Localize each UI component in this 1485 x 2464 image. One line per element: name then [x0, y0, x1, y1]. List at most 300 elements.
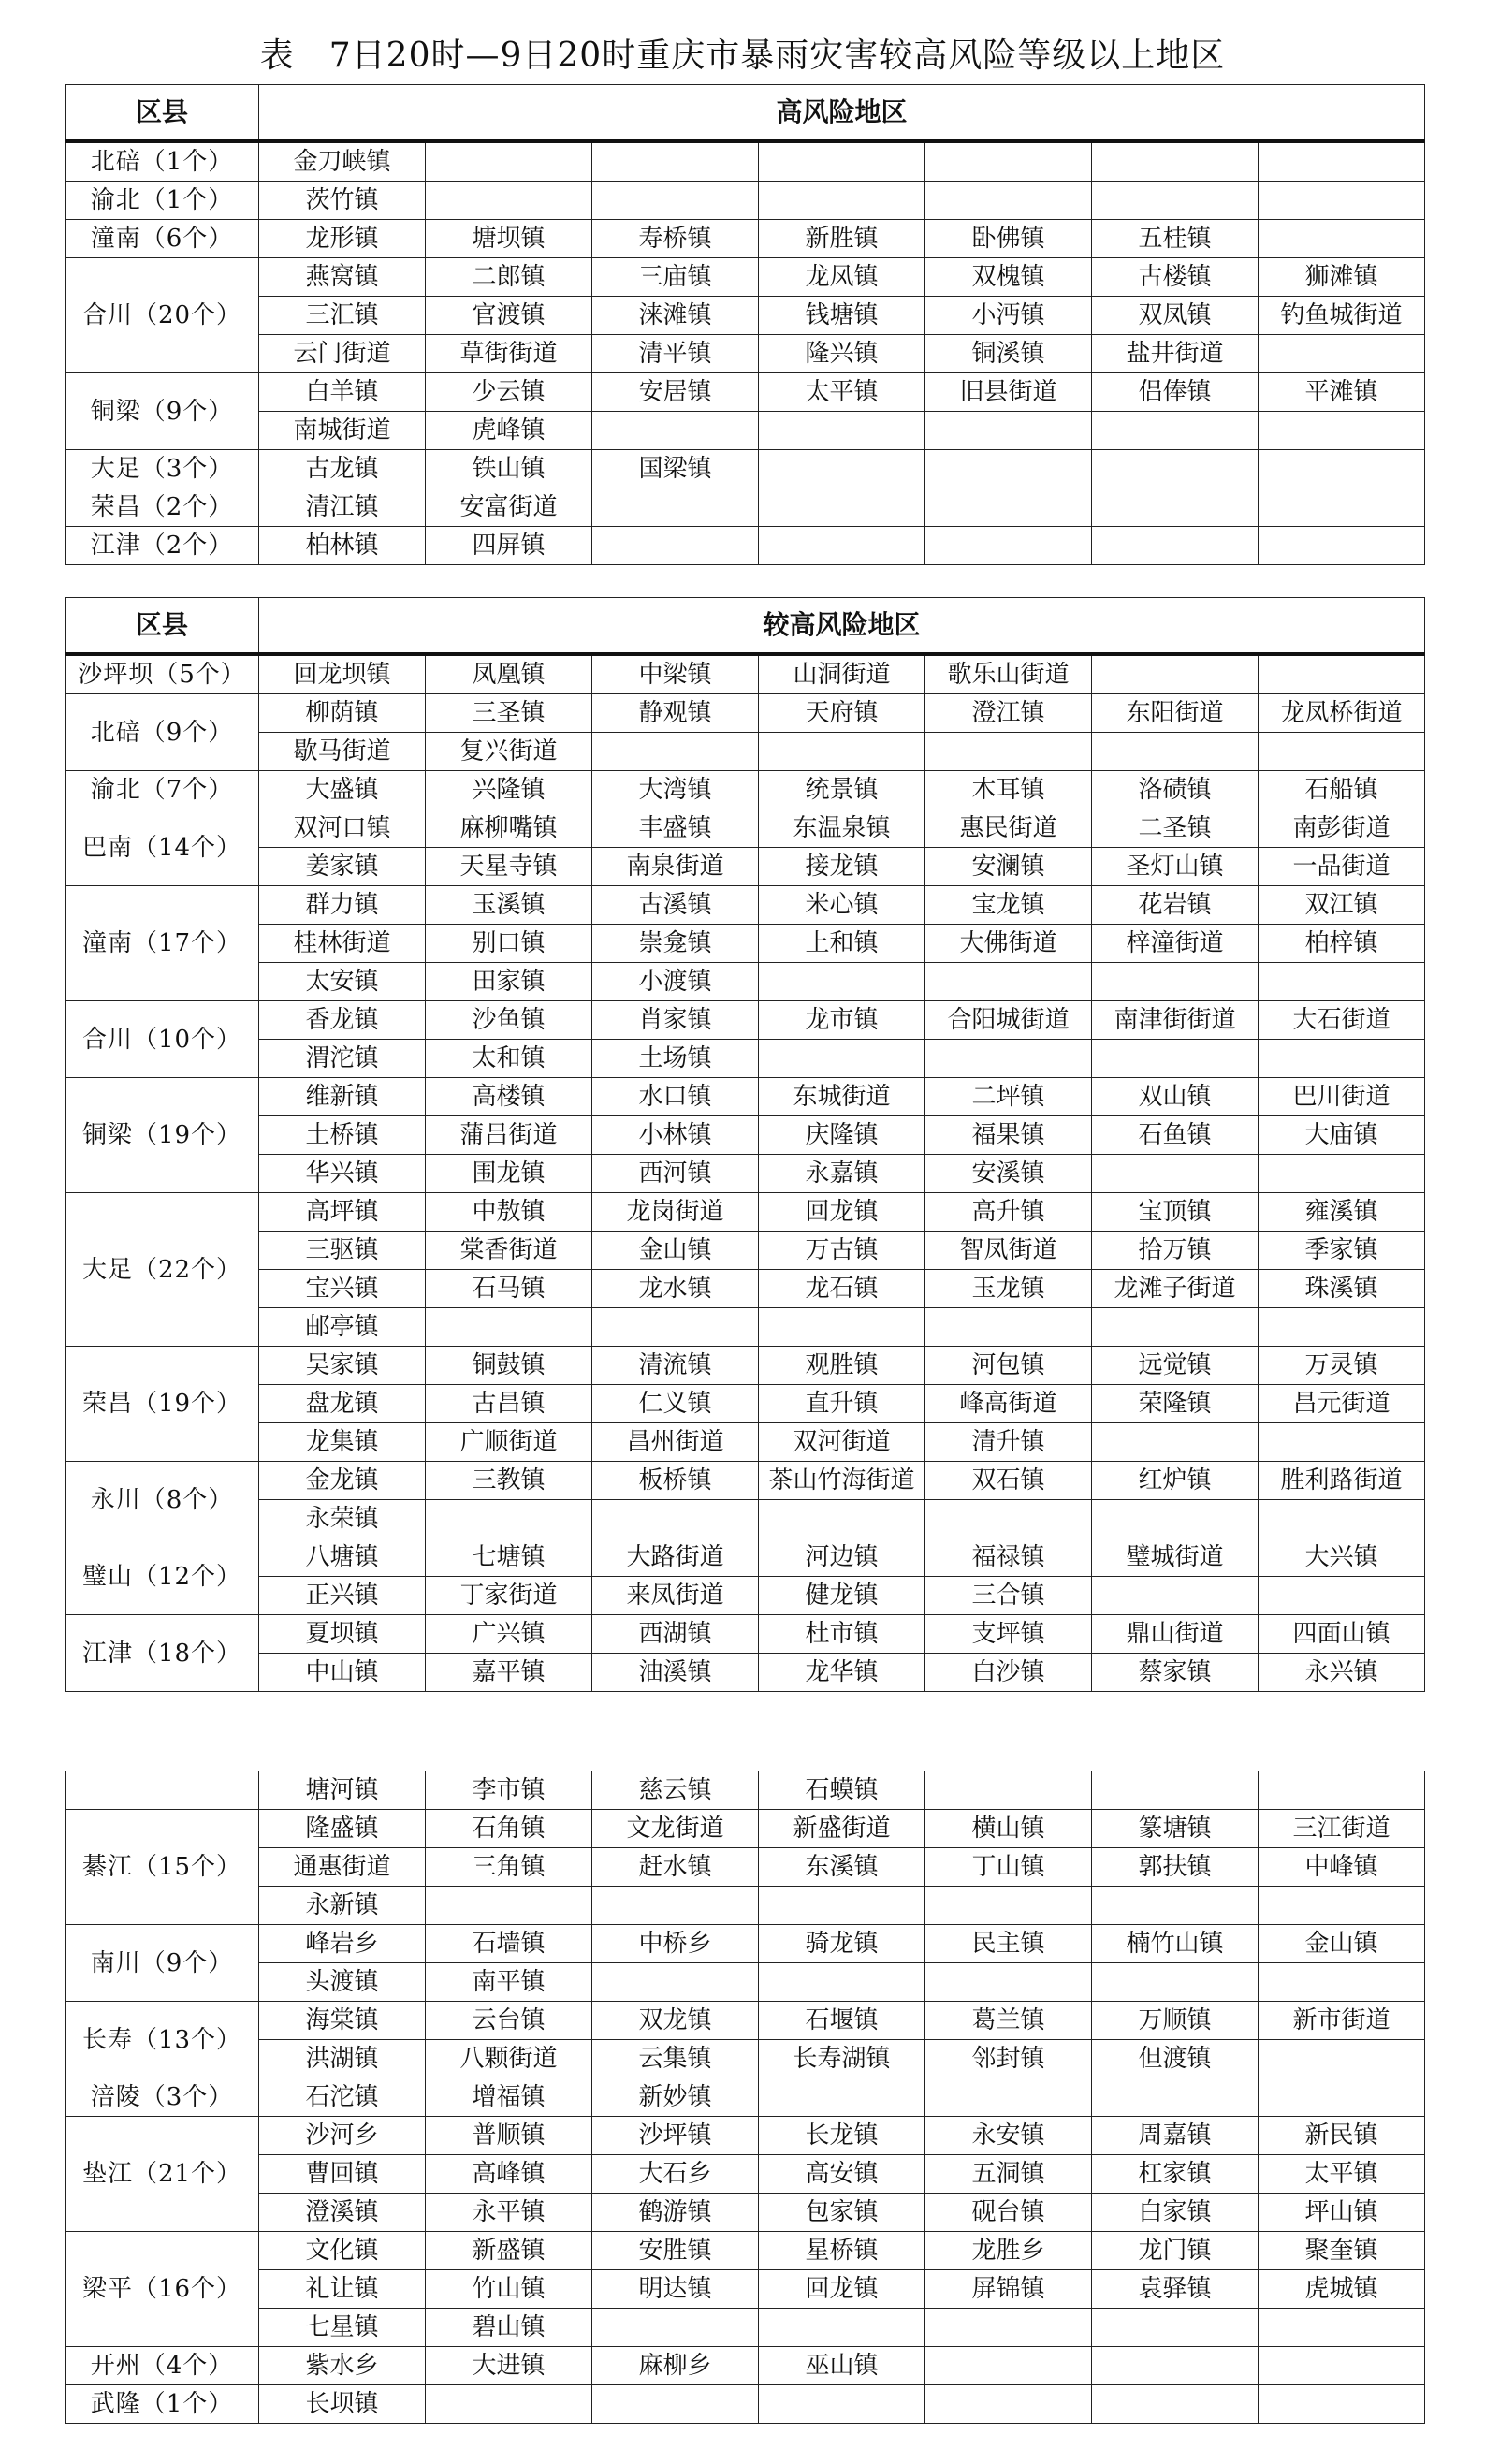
town-cell — [1259, 1887, 1425, 1925]
town-cell: 万古镇 — [759, 1232, 925, 1270]
town-cell — [592, 2385, 759, 2424]
town-cell — [925, 1040, 1092, 1078]
town-cell: 丰盛镇 — [592, 809, 759, 848]
town-cell: 砚台镇 — [925, 2194, 1092, 2232]
table-row — [66, 1155, 1425, 1193]
town-cell — [1259, 2078, 1425, 2117]
town-cell: 新妙镇 — [592, 2078, 759, 2117]
county-cell: 綦江（15个） — [66, 1810, 259, 1925]
town-cell: 钓鱼城街道 — [1259, 297, 1425, 335]
town-cell: 三圣镇 — [426, 694, 592, 733]
town-cell — [1092, 141, 1259, 182]
county-cell: 大足（22个） — [66, 1193, 259, 1347]
town-cell: 二坪镇 — [925, 1078, 1092, 1116]
table-row — [66, 2385, 1425, 2424]
town-cell: 玉龙镇 — [925, 1270, 1092, 1308]
town-cell: 西河镇 — [592, 1155, 759, 1193]
town-cell: 邻封镇 — [925, 2040, 1092, 2078]
town-cell: 嘉平镇 — [426, 1654, 592, 1692]
town-cell — [592, 1308, 759, 1347]
town-cell — [1092, 1963, 1259, 2002]
town-cell: 包家镇 — [759, 2194, 925, 2232]
town-cell — [1092, 1887, 1259, 1925]
town-cell: 丁山镇 — [925, 1848, 1092, 1887]
town-cell: 民主镇 — [925, 1925, 1092, 1963]
town-cell: 胜利路街道 — [1259, 1462, 1425, 1500]
town-cell: 安胜镇 — [592, 2232, 759, 2270]
town-cell — [759, 1500, 925, 1538]
town-cell: 中峰镇 — [1259, 1848, 1425, 1887]
town-cell — [1092, 450, 1259, 488]
town-cell: 水口镇 — [592, 1078, 759, 1116]
town-cell: 平滩镇 — [1259, 373, 1425, 412]
town-cell: 宝龙镇 — [925, 886, 1092, 925]
county-cell: 长寿（13个） — [66, 2002, 259, 2078]
table-row — [66, 1308, 1425, 1347]
town-cell: 白羊镇 — [259, 373, 426, 412]
town-cell: 杜市镇 — [759, 1615, 925, 1654]
town-cell — [1092, 654, 1259, 694]
town-cell: 油溪镇 — [592, 1654, 759, 1692]
town-cell: 石沱镇 — [259, 2078, 426, 2117]
table-row — [66, 2117, 1425, 2155]
town-cell: 杠家镇 — [1092, 2155, 1259, 2194]
town-cell: 茶山竹海街道 — [759, 1462, 925, 1500]
town-cell — [1092, 1040, 1259, 1078]
town-cell — [925, 141, 1092, 182]
town-cell: 龙滩子街道 — [1092, 1270, 1259, 1308]
town-cell: 太和镇 — [426, 1040, 592, 1078]
town-cell: 八塘镇 — [259, 1538, 426, 1577]
town-cell: 骑龙镇 — [759, 1925, 925, 1963]
town-cell: 柏林镇 — [259, 527, 426, 565]
table-row — [66, 2347, 1425, 2385]
town-cell: 礼让镇 — [259, 2270, 426, 2309]
town-cell: 中山镇 — [259, 1654, 426, 1692]
town-cell: 高升镇 — [925, 1193, 1092, 1232]
town-cell: 古龙镇 — [259, 450, 426, 488]
town-cell — [592, 1963, 759, 2002]
town-cell — [925, 2309, 1092, 2347]
town-cell: 龙集镇 — [259, 1423, 426, 1462]
town-cell — [426, 1308, 592, 1347]
town-cell: 四面山镇 — [1259, 1615, 1425, 1654]
town-cell: 七塘镇 — [426, 1538, 592, 1577]
town-cell: 花岩镇 — [1092, 886, 1259, 925]
town-cell — [1259, 654, 1425, 694]
table-row — [66, 1462, 1425, 1500]
town-cell — [925, 412, 1092, 450]
town-cell — [759, 182, 925, 220]
town-cell: 沙河乡 — [259, 2117, 426, 2155]
county-cell: 沙坪坝（5个） — [66, 654, 259, 694]
town-cell — [759, 1040, 925, 1078]
town-cell: 三汇镇 — [259, 297, 426, 335]
town-cell — [1092, 527, 1259, 565]
town-cell — [1259, 2309, 1425, 2347]
town-cell: 静观镇 — [592, 694, 759, 733]
table-row — [66, 1771, 1425, 1810]
town-cell — [925, 450, 1092, 488]
county-cell: 荣昌（19个） — [66, 1347, 259, 1462]
town-cell — [1092, 1155, 1259, 1193]
town-cell — [759, 2385, 925, 2424]
town-cell: 三教镇 — [426, 1462, 592, 1500]
town-cell: 别口镇 — [426, 925, 592, 963]
town-cell: 塘河镇 — [259, 1771, 426, 1810]
town-cell: 七星镇 — [259, 2309, 426, 2347]
town-cell — [759, 2309, 925, 2347]
town-cell — [1092, 1500, 1259, 1538]
town-cell: 龙形镇 — [259, 220, 426, 258]
town-cell — [759, 488, 925, 527]
town-cell: 龙市镇 — [759, 1001, 925, 1040]
town-cell — [925, 1963, 1092, 2002]
town-cell: 永平镇 — [426, 2194, 592, 2232]
town-cell: 通惠街道 — [259, 1848, 426, 1887]
table-row — [66, 220, 1425, 258]
town-cell: 智凤街道 — [925, 1232, 1092, 1270]
town-cell: 南平镇 — [426, 1963, 592, 2002]
town-cell — [426, 1887, 592, 1925]
town-cell: 八颗街道 — [426, 2040, 592, 2078]
town-cell: 永新镇 — [259, 1887, 426, 1925]
table-row — [66, 1385, 1425, 1423]
town-cell: 虎城镇 — [1259, 2270, 1425, 2309]
town-cell — [925, 2078, 1092, 2117]
town-cell: 西湖镇 — [592, 1615, 759, 1654]
town-cell: 双龙镇 — [592, 2002, 759, 2040]
town-cell: 宝兴镇 — [259, 1270, 426, 1308]
town-cell: 盐井街道 — [1092, 335, 1259, 373]
town-cell: 二圣镇 — [1092, 809, 1259, 848]
town-cell: 三庙镇 — [592, 258, 759, 297]
town-cell: 群力镇 — [259, 886, 426, 925]
table-row — [66, 925, 1425, 963]
town-cell: 一品街道 — [1259, 848, 1425, 886]
town-cell: 棠香街道 — [426, 1232, 592, 1270]
town-cell — [759, 1308, 925, 1347]
header-area: 高风险地区 — [259, 85, 1425, 142]
town-cell: 三角镇 — [426, 1848, 592, 1887]
table-row — [66, 1577, 1425, 1615]
table-header-row — [66, 85, 1425, 142]
town-cell: 周嘉镇 — [1092, 2117, 1259, 2155]
town-cell: 龙凤镇 — [759, 258, 925, 297]
town-cell: 屏锦镇 — [925, 2270, 1092, 2309]
town-cell: 吴家镇 — [259, 1347, 426, 1385]
town-cell: 安居镇 — [592, 373, 759, 412]
town-cell: 回龙坝镇 — [259, 654, 426, 694]
town-cell: 安富街道 — [426, 488, 592, 527]
town-cell — [759, 733, 925, 771]
town-cell: 白家镇 — [1092, 2194, 1259, 2232]
town-cell — [925, 2385, 1092, 2424]
town-cell: 大湾镇 — [592, 771, 759, 809]
town-cell: 歌乐山街道 — [925, 654, 1092, 694]
town-cell: 紫水乡 — [259, 2347, 426, 2385]
county-cell: 涪陵（3个） — [66, 2078, 259, 2117]
town-cell — [1092, 488, 1259, 527]
town-cell — [1259, 1040, 1425, 1078]
town-cell: 铜溪镇 — [925, 335, 1092, 373]
table-row — [66, 1040, 1425, 1078]
county-cell: 渝北（7个） — [66, 771, 259, 809]
town-cell: 茨竹镇 — [259, 182, 426, 220]
table-row — [66, 1963, 1425, 2002]
town-cell — [1092, 963, 1259, 1001]
town-cell: 石墙镇 — [426, 1925, 592, 1963]
table-row — [66, 1925, 1425, 1963]
town-cell: 直升镇 — [759, 1385, 925, 1423]
town-cell: 姜家镇 — [259, 848, 426, 886]
town-cell: 双凤镇 — [1092, 297, 1259, 335]
town-cell: 金山镇 — [1259, 1925, 1425, 1963]
county-cell: 铜梁（9个） — [66, 373, 259, 450]
page-title: 表 7日20时—9日20时重庆市暴雨灾害较高风险等级以上地区 — [259, 36, 1226, 75]
town-cell: 鹤游镇 — [592, 2194, 759, 2232]
town-cell: 狮滩镇 — [1259, 258, 1425, 297]
town-cell: 昌州街道 — [592, 1423, 759, 1462]
table-row — [66, 2194, 1425, 2232]
table-row — [66, 733, 1425, 771]
town-cell: 远觉镇 — [1092, 1347, 1259, 1385]
town-cell — [1092, 1308, 1259, 1347]
town-cell: 东阳街道 — [1092, 694, 1259, 733]
town-cell — [1259, 1577, 1425, 1615]
town-cell: 仁义镇 — [592, 1385, 759, 1423]
table-row — [66, 1615, 1425, 1654]
town-cell — [759, 1887, 925, 1925]
town-cell: 蒲吕街道 — [426, 1116, 592, 1155]
town-cell — [925, 1771, 1092, 1810]
town-cell: 清升镇 — [925, 1423, 1092, 1462]
town-cell — [1259, 488, 1425, 527]
town-cell: 高峰镇 — [426, 2155, 592, 2194]
town-cell: 柏梓镇 — [1259, 925, 1425, 963]
town-cell: 双槐镇 — [925, 258, 1092, 297]
town-cell: 山洞街道 — [759, 654, 925, 694]
town-cell: 红炉镇 — [1092, 1462, 1259, 1500]
town-cell: 巴川街道 — [1259, 1078, 1425, 1116]
town-cell — [1259, 412, 1425, 450]
town-cell: 邮亭镇 — [259, 1308, 426, 1347]
town-cell: 小林镇 — [592, 1116, 759, 1155]
county-cell — [66, 1771, 259, 1810]
town-cell: 石堰镇 — [759, 2002, 925, 2040]
town-cell: 官渡镇 — [426, 297, 592, 335]
town-cell: 南城街道 — [259, 412, 426, 450]
town-cell: 龙华镇 — [759, 1654, 925, 1692]
table-row — [66, 527, 1425, 565]
table-row — [66, 2040, 1425, 2078]
town-cell: 蔡家镇 — [1092, 1654, 1259, 1692]
town-cell: 庆隆镇 — [759, 1116, 925, 1155]
table-row — [66, 963, 1425, 1001]
county-cell: 合川（10个） — [66, 1001, 259, 1078]
town-cell: 云集镇 — [592, 2040, 759, 2078]
table-row — [66, 848, 1425, 886]
town-cell: 回龙镇 — [759, 2270, 925, 2309]
town-cell: 永安镇 — [925, 2117, 1092, 2155]
town-cell — [1259, 1500, 1425, 1538]
table-row — [66, 450, 1425, 488]
county-cell: 荣昌（2个） — [66, 488, 259, 527]
town-cell: 文化镇 — [259, 2232, 426, 2270]
town-cell: 五桂镇 — [1092, 220, 1259, 258]
town-cell — [1259, 1771, 1425, 1810]
town-cell: 中梁镇 — [592, 654, 759, 694]
table-row — [66, 1193, 1425, 1232]
town-cell: 聚奎镇 — [1259, 2232, 1425, 2270]
town-cell — [1092, 1771, 1259, 1810]
table-row — [66, 2002, 1425, 2040]
town-cell: 沙坪镇 — [592, 2117, 759, 2155]
town-cell: 小渡镇 — [592, 963, 759, 1001]
table-row — [66, 488, 1425, 527]
town-cell: 隆盛镇 — [259, 1810, 426, 1848]
town-cell: 天星寺镇 — [426, 848, 592, 886]
county-cell: 永川（8个） — [66, 1462, 259, 1538]
town-cell — [1259, 1963, 1425, 2002]
town-cell: 新市街道 — [1259, 2002, 1425, 2040]
town-cell: 大进镇 — [426, 2347, 592, 2385]
town-cell: 观胜镇 — [759, 1347, 925, 1385]
town-cell: 侣俸镇 — [1092, 373, 1259, 412]
town-cell — [925, 963, 1092, 1001]
county-cell: 铜梁（19个） — [66, 1078, 259, 1193]
town-cell: 增福镇 — [426, 2078, 592, 2117]
county-cell: 璧山（12个） — [66, 1538, 259, 1615]
town-cell: 石鱼镇 — [1092, 1116, 1259, 1155]
town-cell: 峰岩乡 — [259, 1925, 426, 1963]
table-row — [66, 141, 1425, 182]
town-cell — [1092, 1423, 1259, 1462]
town-cell: 木耳镇 — [925, 771, 1092, 809]
town-cell: 双河街道 — [759, 1423, 925, 1462]
town-cell: 洛碛镇 — [1092, 771, 1259, 809]
table-header-row — [66, 598, 1425, 655]
town-cell — [759, 1963, 925, 2002]
town-cell: 长寿湖镇 — [759, 2040, 925, 2078]
town-cell: 雍溪镇 — [1259, 1193, 1425, 1232]
town-cell — [1259, 450, 1425, 488]
town-cell — [925, 488, 1092, 527]
header-county: 区县 — [66, 598, 259, 655]
table-row — [66, 2155, 1425, 2194]
county-cell: 开州（4个） — [66, 2347, 259, 2385]
town-cell: 龙凤桥街道 — [1259, 694, 1425, 733]
town-cell: 中桥乡 — [592, 1925, 759, 1963]
town-cell — [759, 2078, 925, 2117]
town-cell: 峰高街道 — [925, 1385, 1092, 1423]
town-cell: 东溪镇 — [759, 1848, 925, 1887]
town-cell: 洪湖镇 — [259, 2040, 426, 2078]
town-cell: 东城街道 — [759, 1078, 925, 1116]
town-cell: 大兴镇 — [1259, 1538, 1425, 1577]
town-cell: 燕窝镇 — [259, 258, 426, 297]
town-cell: 夏坝镇 — [259, 1615, 426, 1654]
town-cell: 柳荫镇 — [259, 694, 426, 733]
table-row — [66, 1423, 1425, 1462]
town-cell: 万灵镇 — [1259, 1347, 1425, 1385]
table-row — [66, 2078, 1425, 2117]
town-cell: 三合镇 — [925, 1577, 1092, 1615]
town-cell: 河包镇 — [925, 1347, 1092, 1385]
town-cell — [426, 141, 592, 182]
town-cell: 接龙镇 — [759, 848, 925, 886]
town-cell — [925, 1887, 1092, 1925]
town-cell — [1092, 2309, 1259, 2347]
table-row — [66, 1078, 1425, 1116]
county-cell: 江津（2个） — [66, 527, 259, 565]
town-cell — [759, 963, 925, 1001]
town-cell: 璧城街道 — [1092, 1538, 1259, 1577]
town-cell: 广顺街道 — [426, 1423, 592, 1462]
town-cell: 歇马街道 — [259, 733, 426, 771]
town-cell: 石马镇 — [426, 1270, 592, 1308]
town-cell: 钱塘镇 — [759, 297, 925, 335]
town-cell: 清江镇 — [259, 488, 426, 527]
town-cell: 石船镇 — [1259, 771, 1425, 809]
town-cell: 南彭街道 — [1259, 809, 1425, 848]
town-cell — [925, 2347, 1092, 2385]
county-cell: 大足（3个） — [66, 450, 259, 488]
town-cell: 三驱镇 — [259, 1232, 426, 1270]
town-cell: 永嘉镇 — [759, 1155, 925, 1193]
county-cell: 梁平（16个） — [66, 2232, 259, 2347]
town-cell: 双石镇 — [925, 1462, 1092, 1500]
town-cell — [1259, 2040, 1425, 2078]
town-cell — [592, 182, 759, 220]
header-area: 较高风险地区 — [259, 598, 1425, 655]
town-cell: 楠竹山镇 — [1092, 1925, 1259, 1963]
town-cell — [1259, 1308, 1425, 1347]
table-row — [66, 297, 1425, 335]
town-cell: 高坪镇 — [259, 1193, 426, 1232]
town-cell: 圣灯山镇 — [1092, 848, 1259, 886]
table-row — [66, 1347, 1425, 1385]
town-cell — [1092, 182, 1259, 220]
town-cell: 横山镇 — [925, 1810, 1092, 1848]
table-row — [66, 1270, 1425, 1308]
town-cell: 回龙镇 — [759, 1193, 925, 1232]
town-cell: 永兴镇 — [1259, 1654, 1425, 1692]
county-cell: 合川（20个） — [66, 258, 259, 373]
town-cell — [426, 182, 592, 220]
town-cell — [925, 1500, 1092, 1538]
town-cell: 云门街道 — [259, 335, 426, 373]
town-cell — [759, 527, 925, 565]
town-cell: 四屏镇 — [426, 527, 592, 565]
high-risk-table — [65, 84, 1425, 565]
town-cell — [759, 141, 925, 182]
town-cell: 头渡镇 — [259, 1963, 426, 2002]
county-cell: 潼南（6个） — [66, 220, 259, 258]
town-cell: 铜鼓镇 — [426, 1347, 592, 1385]
table-row — [66, 2270, 1425, 2309]
town-cell — [592, 1887, 759, 1925]
town-cell: 惠民街道 — [925, 809, 1092, 848]
town-cell: 澄江镇 — [925, 694, 1092, 733]
town-cell — [1259, 2347, 1425, 2385]
town-cell: 拾万镇 — [1092, 1232, 1259, 1270]
town-cell: 安澜镇 — [925, 848, 1092, 886]
town-cell: 李市镇 — [426, 1771, 592, 1810]
town-cell: 二郎镇 — [426, 258, 592, 297]
town-cell: 袁驿镇 — [1092, 2270, 1259, 2309]
town-cell: 上和镇 — [759, 925, 925, 963]
